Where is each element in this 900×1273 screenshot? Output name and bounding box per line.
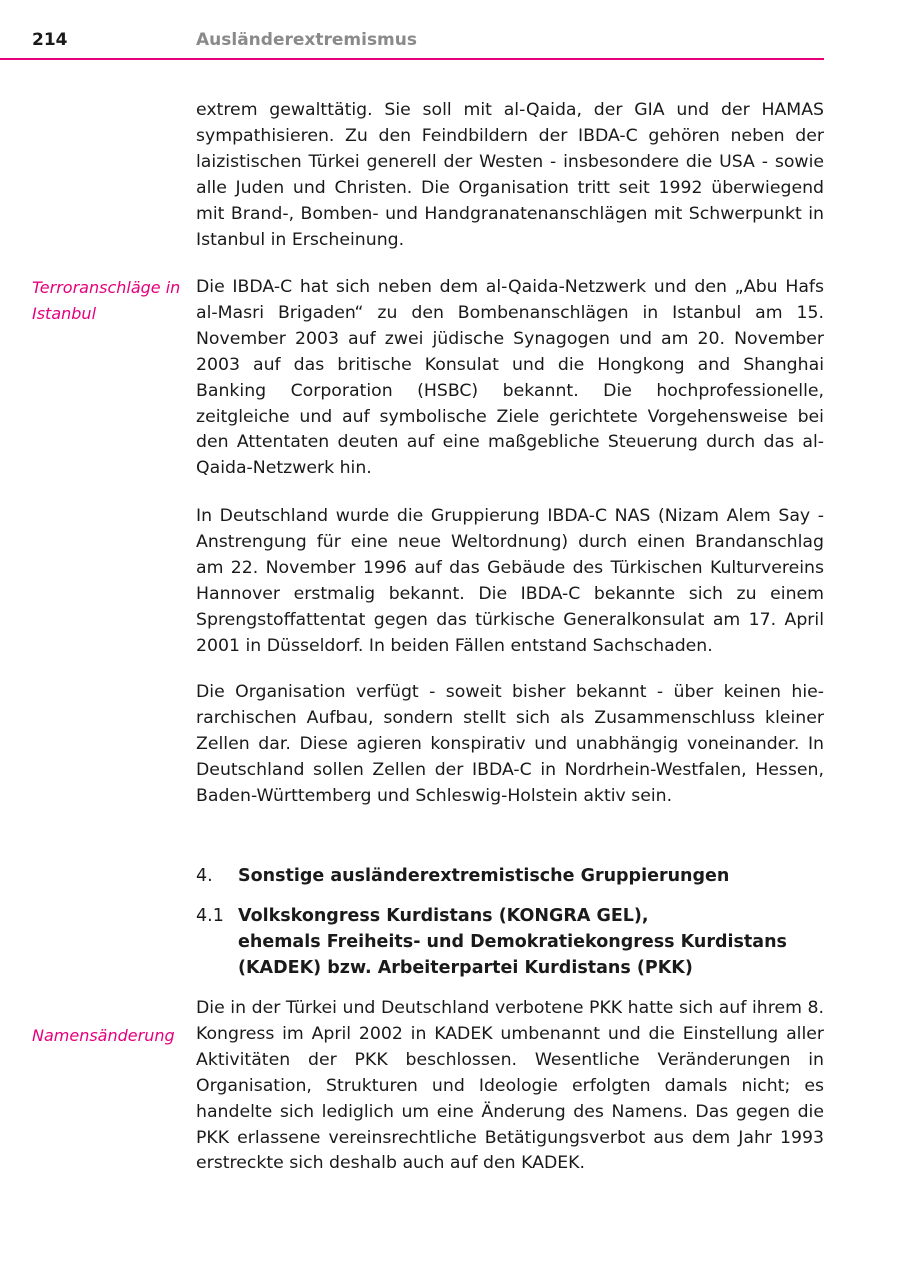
paragraph-pkk-kadek: Die in der Türkei und Deutschland verbotene PKK hatte sich auf ihrem 8. Kongress im April 2002 in KADEK umbenannt und die Einstellung aller Aktivitäten der PKK beschlossen. Wesentliche Veränderungen in Organisation, Strukturen und Ideologie erfolgten damals nicht; es handelte sich lediglich um eine Änderung des Namens. Das gegen die PKK erlassene vereinsrechtliche Betätigungsverbot aus dem Jahr 1993 erstreckte sich deshalb auch auf den KADEK. <box>196 998 824 1174</box>
paragraph-organisation-structure: Die Organisation verfügt - soweit bisher bekannt - über keinen hierarchischen Aufbau, sondern stellt sich als Zusammenschluss kleiner Zellen dar. Diese agieren konspirativ und unabhängig voneinander. In Deutschland sollen Zellen der IBDA-C in Nordrhein-Westfalen, Hessen, Baden-Württemberg und Schleswig-Holstein aktiv sein. <box>196 682 824 806</box>
section-title-line-2: ehemals Freiheits- und Demokratiekongress Kurdistans <box>238 931 787 952</box>
running-title: Ausländerextremismus <box>196 30 417 50</box>
margin-note-terroranschlaege: Terroranschläge in Istanbul <box>32 278 181 323</box>
section-heading-4 <box>196 864 824 890</box>
paragraph-germany-ibda-c: In Deutschland wurde die Gruppierung IBDA-C NAS (Nizam Alem Say - Anstrengung für eine neue Weltordnung) durch einen Brandanschlag am 22. November 1996 auf das Gebäude des Türkischen Kulturvereins Hannover erstmalig bekannt. Die IBDA-C bekannte sich zu einem Sprengstoffattentat gegen das türkische Generalkonsulat am 17. April 2001 in Düsseldorf. In beiden Fällen entstand Sachschaden. <box>196 506 824 656</box>
section-title: Sonstige ausländerextremistische Gruppierungen <box>238 866 730 886</box>
paragraph-istanbul-attacks: Die IBDA-C hat sich neben dem al-Qaida-Netzwerk und den „Abu Hafs al-Masri Brigaden“ zu den Bombenanschlägen in Istanbul am 15. November 2003 auf zwei jüdische Synagogen und am 20. November 2003 auf das britische Konsulat und die Hongkong and Shanghai Banking Corporation (HSBC) bekannt. Die hochprofessionelle, zeitgleiche und auf symbolische Ziele gerichtete Vorgehensweise bei den Attentaten deuten auf eine maßgebliche Steuerung durch das al-Qaida-Netzwerk hin. <box>196 277 824 479</box>
section-title-line-3: (KADEK) bzw. Arbeiterpartei Kurdistans (PKK) <box>238 957 693 978</box>
section-heading-4-1 <box>196 904 824 982</box>
header-rule <box>0 58 824 60</box>
margin-note-namensaenderung: Namensänderung <box>32 1026 175 1045</box>
section-number: 4.1 <box>196 906 224 926</box>
paragraph-ibda-c-intro: extrem gewalttätig. Sie soll mit al-Qaida, der GIA und der HAMAS sympathisieren. Zu den Feindbildern der IBDA-C gehören neben der laizistischen Türkei generell der Westen - insbesondere die USA - sowie alle Juden und Christen. Die Organisation tritt seit 1992 überwiegend mit Brand-, Bomben- und Handgranatenanschlägen mit Schwerpunkt in Istanbul in Erscheinung. <box>196 100 824 250</box>
section-number: 4. <box>196 866 213 886</box>
page-number: 214 <box>32 30 68 50</box>
section-title-line-1: Volkskongress Kurdistans (KONGRA GEL), <box>238 906 649 926</box>
page-header <box>0 28 824 58</box>
